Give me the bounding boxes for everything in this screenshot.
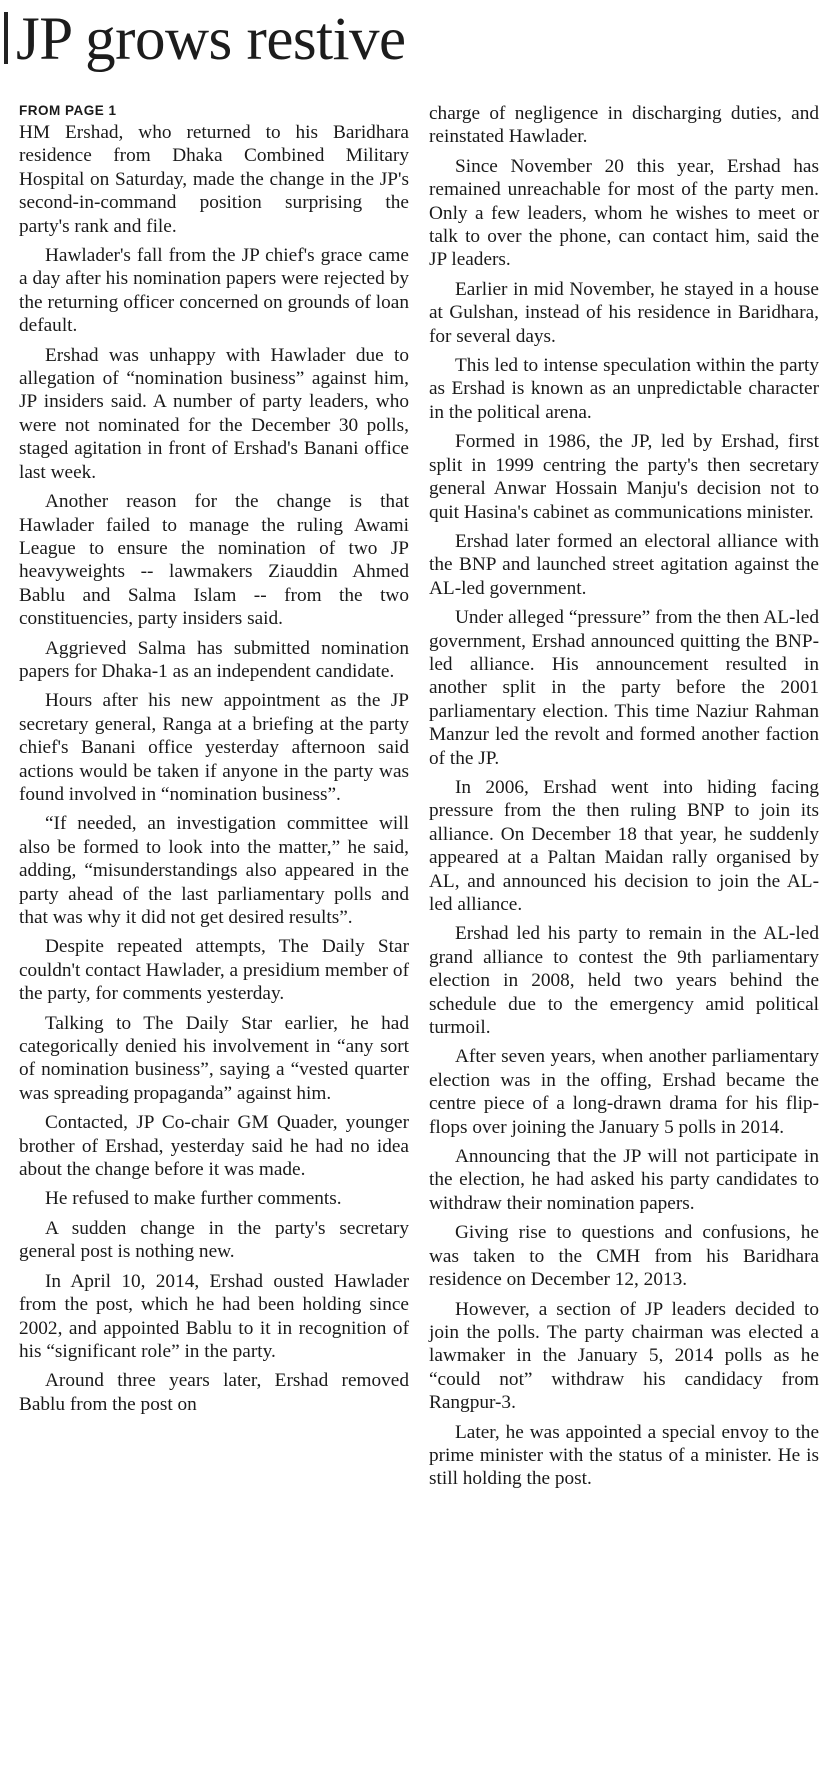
article-body (19, 102, 819, 1767)
paragraph: In April 10, 2014, Ershad ousted Hawlader from the post, which he had been holding since 2002, and appointed Bablu to it in recognition of his “significant role” in the party. (19, 1270, 409, 1362)
paragraph: Hawlader's fall from the JP chief's grace came a day after his nomination papers were rejected by the returning officer concerned on grounds of loan default. (19, 245, 409, 337)
paragraph: Giving rise to questions and confusions, he was taken to the CMH from his Baridhara residence on December 12, 2013. (429, 1222, 819, 1291)
paragraph: Earlier in mid November, he stayed in a house at Gulshan, instead of his residence in Baridhara, for several days. (429, 278, 819, 347)
paragraph: This led to intense speculation within the party as Ershad is known as an unpredictable character in the political arena. (429, 355, 819, 423)
paragraph: Announcing that the JP will not participate in the election, he had asked his party candidates to withdraw their nomination papers. (429, 1146, 819, 1214)
paragraph: Ershad led his party to remain in the AL-led grand alliance to contest the 9th parliamentary election in 2008, held two years behind the schedule due to the emergency amid political turmoil. (429, 923, 819, 1039)
headline-rule (4, 12, 8, 64)
paragraph: HM Ershad, who returned to his Baridhara residence from Dhaka Combined Military Hospital on Saturday, made the change in the JP's second-in-command position surprising the party's rank and file. (19, 122, 409, 237)
headline: JP grows restive (16, 6, 406, 73)
paragraph: Later, he was appointed a special envoy to the prime minister with the status of a minister. He is still holding the post. (429, 1421, 819, 1490)
paragraph: Despite repeated attempts, The Daily Star couldn't contact Hawlader, a presidium member of the party, for comments yesterday. (19, 936, 409, 1005)
paragraph: charge of negligence in discharging duties, and reinstated Hawlader. (429, 103, 819, 148)
paragraph: Ershad later formed an electoral alliance with the BNP and launched street agitation against the AL-led government. (429, 530, 819, 599)
paragraph: Talking to The Daily Star earlier, he had categorically denied his involvement in “any sort of nomination business”, saying a “vested quarter was spreading propaganda” against him. (19, 1012, 409, 1104)
paragraph: Aggrieved Salma has submitted nomination papers for Dhaka-1 as an independent candidate. (19, 637, 409, 682)
paragraph: Hours after his new appointment as the JP secretary general, Ranga at a briefing at the party chief's Banani office yesterday afternoon said actions would be taken if anyone in the party was found involved in “nomination business”. (19, 690, 409, 805)
paragraph: Contacted, JP Co-chair GM Quader, younger brother of Ershad, yesterday said he had no idea about the change before it was made. (19, 1112, 409, 1181)
paragraph: Around three years later, Ershad removed Bablu from the post on (19, 1370, 409, 1415)
paragraph: Another reason for the change is that Hawlader failed to manage the ruling Awami League to ensure the nomination of two JP heavyweights -- lawmakers Ziauddin Ahmed Bablu and Salma Islam -- from the two constituencies, party insiders said. (19, 491, 409, 630)
paragraph: However, a section of JP leaders decided to join the polls. The party chairman was elected a lawmaker in the January 5, 2014 polls as he “could not” withdraw his candidacy from Rangpur-3. (429, 1298, 819, 1414)
paragraph: Ershad was unhappy with Hawlader due to allegation of “nomination business” against him, JP insiders said. A number of party leaders, who were not nominated for the December 30 polls, staged agitation in front of Ershad's Banani office last week. (19, 344, 409, 483)
left-column (19, 102, 409, 1767)
paragraph: In 2006, Ershad went into hiding facing pressure from the then ruling BNP to join its alliance. On December 18 that year, he suddenly appeared at a Paltan Maidan rally organised by AL, and announced his decision to join the AL-led alliance. (429, 776, 819, 915)
paragraph: He refused to make further comments. (45, 1188, 342, 1210)
paragraph: After seven years, when another parliamentary election was in the offing, Ershad became the centre piece of a long-drawn drama for his flip-flops over joining the January 5 polls in 2014. (429, 1046, 819, 1138)
continuation-kicker: FROM PAGE 1 (19, 103, 117, 118)
right-column (429, 102, 819, 1767)
paragraph: Since November 20 this year, Ershad has remained unreachable for most of the party men. Only a few leaders, whom he wishes to meet or talk to over the phone, can contact him, said the JP leaders. (429, 155, 819, 271)
paragraph: A sudden change in the party's secretary general post is nothing new. (19, 1217, 409, 1263)
paragraph: Under alleged “pressure” from the then AL-led government, Ershad announced quitting the BNP-led alliance. His announcement resulted in another split in the party before the 2001 parliamentary election. This time Naziur Rahman Manzur led the revolt and formed another faction of the JP. (429, 607, 819, 769)
paragraph: “If needed, an investigation committee will also be formed to look into the matter,” he said, adding, “misunderstandings also appeared in the party ahead of the last parliamentary polls and that was why it did not get desired results”. (19, 813, 409, 928)
paragraph: Formed in 1986, the JP, led by Ershad, first split in 1999 centring the party's then secretary general Anwar Hossain Manju's decision not to quit Hasina's cabinet as communications minister. (429, 431, 819, 523)
